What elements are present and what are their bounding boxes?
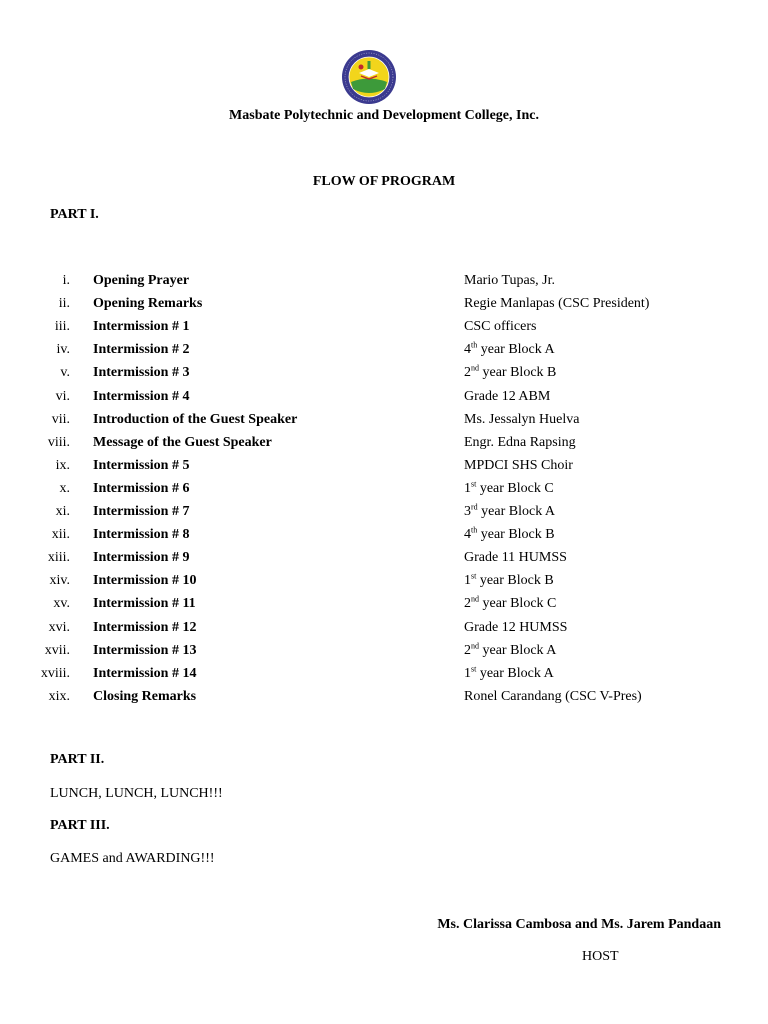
program-row-item: Message of the Guest Speaker: [93, 435, 272, 450]
performer-text-rest: year Block C: [479, 596, 557, 611]
program-row-number: iv.: [56, 342, 70, 357]
program-row-item: Intermission # 8: [93, 527, 190, 542]
performer-text: 3: [464, 504, 471, 519]
school-name: Masbate Polytechnic and Development College, Inc.: [229, 108, 539, 123]
performer-text: Mario Tupas, Jr.: [464, 273, 556, 288]
program-row-performer: [464, 273, 555, 289]
ordinal-suffix: th: [471, 340, 478, 350]
program-row: [0, 666, 768, 686]
performer-text: Grade 11 HUMSS: [464, 550, 567, 565]
program-row: [0, 481, 768, 501]
ordinal-suffix: rd: [471, 502, 478, 512]
program-row-item: Intermission # 6: [93, 481, 190, 496]
performer-text: Ms. Jessalyn Huelva: [464, 412, 580, 427]
program-row: [0, 458, 768, 478]
program-row-item: Intermission # 12: [93, 620, 197, 635]
program-row: [0, 389, 768, 409]
program-row-number: v.: [60, 365, 70, 380]
program-row: [0, 596, 768, 616]
program-row-performer: [464, 342, 555, 358]
program-row-item: Intermission # 10: [93, 573, 197, 588]
ordinal-suffix: nd: [471, 641, 479, 651]
performer-text-rest: year Block B: [477, 527, 555, 542]
program-row-performer: [464, 365, 556, 381]
program-row-item: Introduction of the Guest Speaker: [93, 412, 298, 427]
program-row-performer: [464, 296, 649, 312]
program-row-item: Intermission # 4: [93, 389, 190, 404]
program-row-item: Intermission # 5: [93, 458, 190, 473]
program-row-number: ii.: [58, 296, 70, 311]
college-seal-icon: [341, 49, 397, 105]
program-row-number: viii.: [47, 435, 70, 450]
program-row: [0, 319, 768, 339]
program-row: [0, 273, 768, 293]
program-row-item: Intermission # 3: [93, 365, 190, 380]
performer-text: Ronel Carandang (CSC V-Pres): [464, 689, 642, 704]
program-row-number: x.: [59, 481, 70, 496]
performer-text: 2: [464, 596, 471, 611]
program-row: [0, 620, 768, 640]
program-row: [0, 296, 768, 316]
program-row-performer: [464, 573, 554, 589]
program-row-number: xviii.: [40, 666, 70, 681]
part-2-text: LUNCH, LUNCH, LUNCH!!!: [50, 786, 223, 801]
program-row-performer: [464, 666, 554, 682]
program-row-item: Intermission # 13: [93, 643, 197, 658]
program-row-performer: [464, 504, 555, 520]
program-row-item: Intermission # 9: [93, 550, 190, 565]
program-row-item: Intermission # 14: [93, 666, 197, 681]
performer-text: Grade 12 HUMSS: [464, 620, 568, 635]
part-3-label: PART III.: [50, 818, 110, 833]
performer-text: Grade 12 ABM: [464, 389, 551, 404]
program-row: [0, 365, 768, 385]
program-row-performer: [464, 412, 580, 428]
program-row-number: vi.: [55, 389, 70, 404]
program-row-performer: [464, 620, 567, 636]
ordinal-suffix: nd: [471, 594, 479, 604]
program-row-number: xiv.: [49, 573, 70, 588]
ordinal-suffix: st: [471, 664, 477, 674]
program-row-performer: [464, 458, 573, 474]
program-row-performer: [464, 689, 642, 705]
performer-text-rest: year Block A: [477, 342, 555, 357]
program-row-performer: [464, 435, 576, 451]
performer-text: Regie Manlapas (CSC President): [464, 296, 650, 311]
performer-text: 2: [464, 365, 471, 380]
program-row-number: xix.: [48, 689, 70, 704]
performer-text-rest: year Block A: [476, 666, 554, 681]
program-row-item: Closing Remarks: [93, 689, 197, 704]
performer-text-rest: year Block B: [479, 365, 557, 380]
performer-text-rest: year Block B: [476, 573, 554, 588]
part-2-label: PART II.: [50, 752, 105, 767]
program-row: [0, 342, 768, 362]
ordinal-suffix: st: [471, 479, 477, 489]
performer-text-rest: year Block A: [477, 504, 556, 519]
host-names: Ms. Clarissa Cambosa and Ms. Jarem Pandaan: [437, 917, 721, 932]
program-row-item: Intermission # 11: [93, 596, 196, 611]
performer-text: Engr. Edna Rapsing: [464, 435, 576, 450]
program-row-number: vii.: [51, 412, 70, 427]
program-row: [0, 689, 768, 709]
program-row-number: xvii.: [44, 643, 70, 658]
program-row-number: xi.: [55, 504, 70, 519]
host-title: HOST: [582, 949, 619, 964]
performer-text: 1: [464, 573, 471, 588]
performer-text: 4: [464, 527, 471, 542]
program-row-performer: [464, 389, 550, 405]
program-row-item: Opening Remarks: [93, 296, 203, 311]
program-row-item: Intermission # 2: [93, 342, 190, 357]
program-row-performer: [464, 596, 556, 612]
program-row: [0, 412, 768, 432]
program-row-performer: [464, 643, 556, 659]
program-row: [0, 643, 768, 663]
performer-text: MPDCI SHS Choir: [464, 458, 573, 473]
program-title: FLOW OF PROGRAM: [312, 174, 456, 189]
performer-text: 1: [464, 481, 471, 496]
program-row: [0, 527, 768, 547]
ordinal-suffix: th: [471, 525, 478, 535]
program-row: [0, 435, 768, 455]
program-row-item: Opening Prayer: [93, 273, 190, 288]
program-row-number: ix.: [55, 458, 70, 473]
ordinal-suffix: nd: [471, 363, 479, 373]
part-1-label: PART I.: [50, 207, 99, 222]
performer-text: 4: [464, 342, 471, 357]
program-row-number: xv.: [53, 596, 70, 611]
program-row: [0, 550, 768, 570]
performer-text: 1: [464, 666, 471, 681]
program-row-number: xiii.: [47, 550, 70, 565]
program-row-number: xii.: [51, 527, 70, 542]
program-row-number: i.: [62, 273, 70, 288]
program-row-number: xvi.: [48, 620, 70, 635]
program-row-performer: [464, 550, 567, 566]
program-row-item: Intermission # 1: [93, 319, 190, 334]
performer-text-rest: year Block A: [479, 643, 557, 658]
performer-text: 2: [464, 643, 471, 658]
performer-text: CSC officers: [464, 319, 537, 334]
performer-text-rest: year Block C: [476, 481, 554, 496]
ordinal-suffix: st: [471, 571, 477, 581]
program-row-performer: [464, 481, 554, 497]
program-row-item: Intermission # 7: [93, 504, 190, 519]
program-row: [0, 573, 768, 593]
program-row-number: iii.: [54, 319, 70, 334]
program-row-performer: [464, 319, 536, 335]
part-3-text: GAMES and AWARDING!!!: [50, 851, 215, 866]
program-row: [0, 504, 768, 524]
program-row-performer: [464, 527, 555, 543]
